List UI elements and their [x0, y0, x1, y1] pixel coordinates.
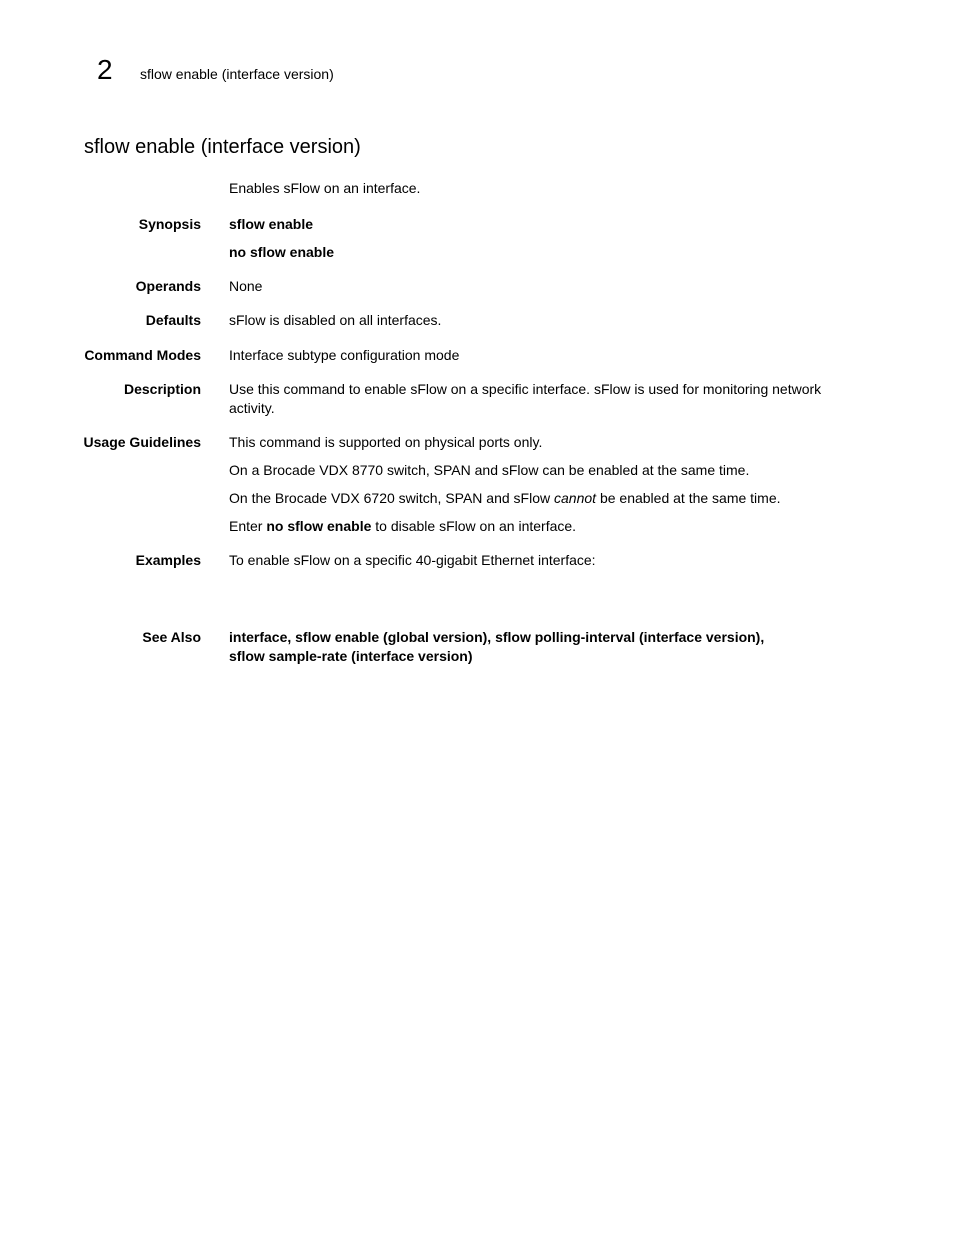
- see-also-label: See Also: [142, 629, 201, 645]
- see-also-link-sflow-sample-rate[interactable]: sflow sample-rate (interface version): [229, 648, 473, 664]
- running-header: sflow enable (interface version): [140, 66, 334, 82]
- intro-text: Enables sFlow on an interface.: [229, 180, 421, 196]
- see-also-line-2: [229, 647, 869, 666]
- emphasis-cannot: cannot: [554, 490, 597, 506]
- defaults-text: sFlow is disabled on all interfaces.: [229, 312, 442, 328]
- usage-guideline-2: On a Brocade VDX 8770 switch, SPAN and sFlow can be enabled at the same time.: [229, 462, 750, 478]
- usage-guideline-3-end: be enabled at the same time.: [596, 490, 781, 506]
- operands-text: None: [229, 278, 263, 294]
- usage-guideline-4: [229, 517, 869, 536]
- defaults-label: Defaults: [145, 312, 201, 328]
- operands-label: Operands: [135, 278, 201, 294]
- see-also-link-interface[interactable]: interface: [229, 629, 288, 645]
- usage-guideline-3-start: On the Brocade VDX 6720 switch, SPAN and sFlow: [229, 490, 555, 506]
- page-title: sflow enable (interface version): [84, 136, 361, 158]
- description-text: Use this command to enable sFlow on a specific interface. sFlow is used for monitoring network activity.: [229, 381, 822, 416]
- description-label: Description: [123, 381, 201, 397]
- see-also-link-sflow-enable-global[interactable]: sflow enable (global version): [295, 629, 488, 645]
- command-modes-text: Interface subtype configuration mode: [229, 347, 460, 363]
- usage-guideline-1: This command is supported on physical ports only.: [229, 434, 543, 450]
- see-also-separator: ,: [287, 629, 296, 645]
- examples-label: Examples: [135, 552, 201, 568]
- see-also-line-1: [229, 628, 869, 647]
- see-also-separator: ,: [487, 629, 496, 645]
- inline-command: no sflow enable: [266, 518, 372, 534]
- chapter-number: 2: [97, 54, 113, 85]
- see-also-separator: ,: [760, 629, 765, 645]
- usage-guideline-4-start: Enter: [229, 518, 267, 534]
- usage-guidelines-label: Usage Guidelines: [83, 434, 201, 450]
- synopsis-command-1: sflow enable: [229, 216, 314, 232]
- see-also-link-sflow-polling-interval[interactable]: sflow polling-interval (interface version): [495, 629, 761, 645]
- usage-guideline-4-end: to disable sFlow on an interface.: [371, 518, 577, 534]
- synopsis-command-2: no sflow enable: [229, 244, 335, 260]
- synopsis-label: Synopsis: [138, 216, 201, 232]
- command-modes-label: Command Modes: [84, 347, 201, 363]
- examples-text: To enable sFlow on a specific 40-gigabit Ethernet interface:: [229, 552, 596, 568]
- usage-guideline-3: [229, 489, 869, 508]
